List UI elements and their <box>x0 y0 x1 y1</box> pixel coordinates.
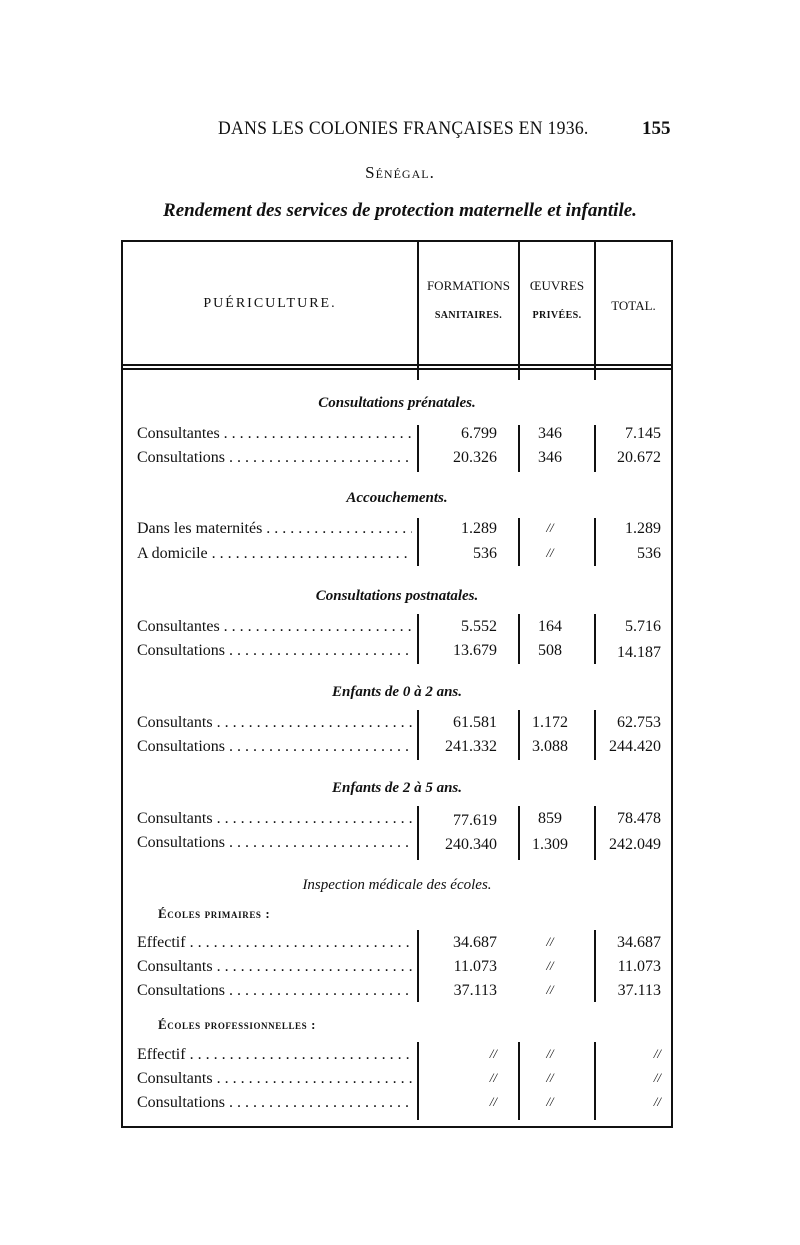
cell-oeuvres: 508 <box>538 642 562 659</box>
row-label: Dans les maternités . . . <box>137 520 412 538</box>
divider-g7-b <box>518 1042 520 1120</box>
cell-oeuvres: // <box>546 545 554 560</box>
row-label: Effectif . . . <box>137 1046 412 1064</box>
row-label: Consultations . . . <box>137 642 412 660</box>
divider-g6-a <box>417 930 419 1002</box>
divider-g5-c <box>594 806 596 860</box>
column-header-oeuvres: ŒUVRES PRIVÉES. <box>529 278 585 321</box>
divider-g4-b <box>518 710 520 760</box>
row-label: Consultantes . . . <box>137 618 412 636</box>
country-title: Sénégal. <box>365 163 435 182</box>
divider-g1-b <box>518 425 520 472</box>
cell-formations: 1.289 <box>461 520 497 537</box>
divider-g7-c <box>594 1042 596 1120</box>
row-label: A domicile . . . <box>137 545 412 563</box>
header-rule-bottom <box>123 368 671 370</box>
row-label: Consultantes . . . <box>137 425 412 443</box>
cell-formations: 241.332 <box>445 738 497 755</box>
row-label: Consultations . . . <box>137 834 412 852</box>
row-label: Consultations . . . <box>137 449 412 467</box>
section-title-enfants-0-2: Enfants de 0 à 2 ans. <box>331 684 463 700</box>
cell-oeuvres: 859 <box>538 810 562 827</box>
cell-total: 244.420 <box>609 738 661 755</box>
cell-total: // <box>653 1094 661 1109</box>
cell-total: 5.716 <box>625 618 661 635</box>
column-header-formations: FORMATIONS SANITAIRES. <box>426 278 511 321</box>
cell-formations: // <box>489 1094 497 1109</box>
cell-oeuvres: // <box>546 1046 554 1061</box>
cell-formations: // <box>489 1046 497 1061</box>
cell-oeuvres: 1.309 <box>532 836 568 853</box>
cell-formations: 240.340 <box>445 836 497 853</box>
cell-total: // <box>653 1046 661 1061</box>
divider-g5-b <box>518 806 520 860</box>
divider-g3-c <box>594 614 596 664</box>
divider-g5-a <box>417 806 419 860</box>
column-header-label: PUÉRICULTURE. <box>203 296 337 311</box>
row-label: Consultations . . . <box>137 738 412 756</box>
divider-g6-c <box>594 930 596 1002</box>
header-rule-top <box>123 364 671 366</box>
cell-total: // <box>653 1070 661 1085</box>
divider-g2-a <box>417 518 419 566</box>
cell-total: 34.687 <box>617 934 661 951</box>
cell-oeuvres: // <box>546 520 554 535</box>
cell-formations: 37.113 <box>453 982 497 999</box>
cell-total: 242.049 <box>609 836 661 853</box>
cell-total: 62.753 <box>617 714 661 731</box>
cell-formations: // <box>489 1070 497 1085</box>
cell-oeuvres: 164 <box>538 618 562 635</box>
divider-g2-b <box>518 518 520 566</box>
cell-total: 536 <box>637 545 661 562</box>
running-title: DANS LES COLONIES FRANÇAISES EN 1936. <box>218 118 589 139</box>
cell-oeuvres: 346 <box>538 425 562 442</box>
cell-total: 14.187 <box>617 644 661 661</box>
column-header-total: TOTAL. <box>611 298 656 313</box>
cell-formations: 34.687 <box>453 934 497 951</box>
subsection-title-primaires: Écoles primaires : <box>158 906 271 921</box>
cell-formations: 61.581 <box>453 714 497 731</box>
cell-total: 78.478 <box>617 810 661 827</box>
cell-total: 7.145 <box>625 425 661 442</box>
cell-oeuvres: 346 <box>538 449 562 466</box>
row-label: Effectif . . . <box>137 934 412 952</box>
cell-oeuvres: // <box>546 934 554 949</box>
cell-total: 20.672 <box>617 449 661 466</box>
cell-formations: 13.679 <box>453 642 497 659</box>
cell-oeuvres: 1.172 <box>532 714 568 731</box>
section-title-postnatal: Consultations postnatales. <box>315 588 479 604</box>
row-label: Consultants . . . <box>137 958 412 976</box>
cell-formations: 77.619 <box>453 812 497 829</box>
cell-oeuvres: 3.088 <box>532 738 568 755</box>
cell-formations: 6.799 <box>461 425 497 442</box>
cell-oeuvres: // <box>546 1094 554 1109</box>
cell-formations: 536 <box>473 545 497 562</box>
section-title-prenatal: Consultations prénatales. <box>318 395 476 411</box>
divider-g4-c <box>594 710 596 760</box>
cell-oeuvres: // <box>546 982 554 997</box>
divider-g3-a <box>417 614 419 664</box>
row-label: Consultations . . . <box>137 982 412 1000</box>
divider-g1-a <box>417 425 419 472</box>
row-label: Consultants . . . <box>137 810 412 828</box>
divider-g7-a <box>417 1042 419 1120</box>
cell-oeuvres: // <box>546 958 554 973</box>
cell-total: 37.113 <box>617 982 661 999</box>
section-title-enfants-2-5: Enfants de 2 à 5 ans. <box>331 780 463 796</box>
divider-g4-a <box>417 710 419 760</box>
row-label: Consultants . . . <box>137 714 412 732</box>
cell-total: 11.073 <box>617 958 661 975</box>
cell-oeuvres: // <box>546 1070 554 1085</box>
row-label: Consultants . . . <box>137 1070 412 1088</box>
divider-g1-c <box>594 425 596 472</box>
divider-g3-b <box>518 614 520 664</box>
cell-formations: 5.552 <box>461 618 497 635</box>
page-header <box>0 118 800 146</box>
cell-total: 1.289 <box>625 520 661 537</box>
page-number: 155 <box>642 118 671 139</box>
section-title-accouchements: Accouchements. <box>346 490 448 506</box>
section-title-inspection: Inspection médicale des écoles. <box>302 877 492 893</box>
divider-g2-c <box>594 518 596 566</box>
subsection-title-professionnelles: Écoles professionnelles : <box>158 1017 317 1032</box>
row-label: Consultations . . . <box>137 1094 412 1112</box>
table-subtitle: Rendement des services de protection maternelle et infantile. <box>163 200 637 221</box>
cell-formations: 20.326 <box>453 449 497 466</box>
cell-formations: 11.073 <box>453 958 497 975</box>
